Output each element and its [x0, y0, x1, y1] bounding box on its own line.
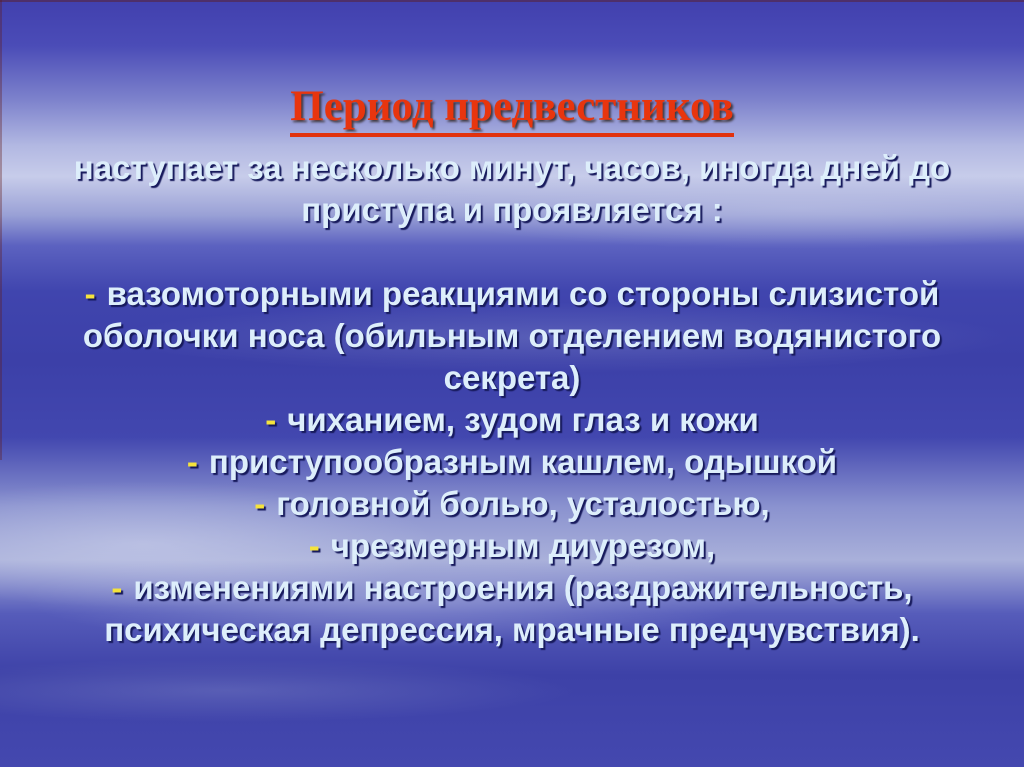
- bullet-dash-icon: -: [84, 275, 96, 312]
- slide-title-text: Период предвестников: [290, 82, 733, 137]
- bullet-text: изменениями настроения (раздражительность, психическая депрессия, мрачные предчувствия).: [104, 569, 920, 648]
- bullet-text: чрезмерным диурезом,: [330, 527, 716, 564]
- bullet-dash-icon: -: [111, 569, 123, 606]
- bullet-item-mood: [16, 567, 1008, 651]
- bullet-list: [16, 273, 1008, 651]
- bullet-dash-icon: -: [254, 485, 266, 522]
- bullet-text: головной болью, усталостью,: [276, 485, 770, 522]
- bullet-dash-icon: -: [265, 401, 277, 438]
- bullet-dash-icon: -: [308, 527, 320, 564]
- bullet-item-vasomotor: [16, 273, 1008, 399]
- bullet-text: чиханием, зудом глаз и кожи: [287, 401, 759, 438]
- bullet-item-diuresis: [16, 525, 1008, 567]
- bullet-item-sneezing: [16, 399, 1008, 441]
- bullet-text: приступообразным кашлем, одышкой: [208, 443, 838, 480]
- bullet-item-cough: [16, 441, 1008, 483]
- bullet-dash-icon: -: [186, 443, 198, 480]
- slide-subtitle: наступает за несколько минут, часов, иногда дней до приступа и проявляется :: [73, 149, 951, 228]
- bullet-text: вазомоторными реакциями со стороны слизистой оболочки носа (обильным отделением водянистого секрета): [82, 275, 942, 396]
- bullet-item-headache: [16, 483, 1008, 525]
- slide-title: [20, 82, 1004, 137]
